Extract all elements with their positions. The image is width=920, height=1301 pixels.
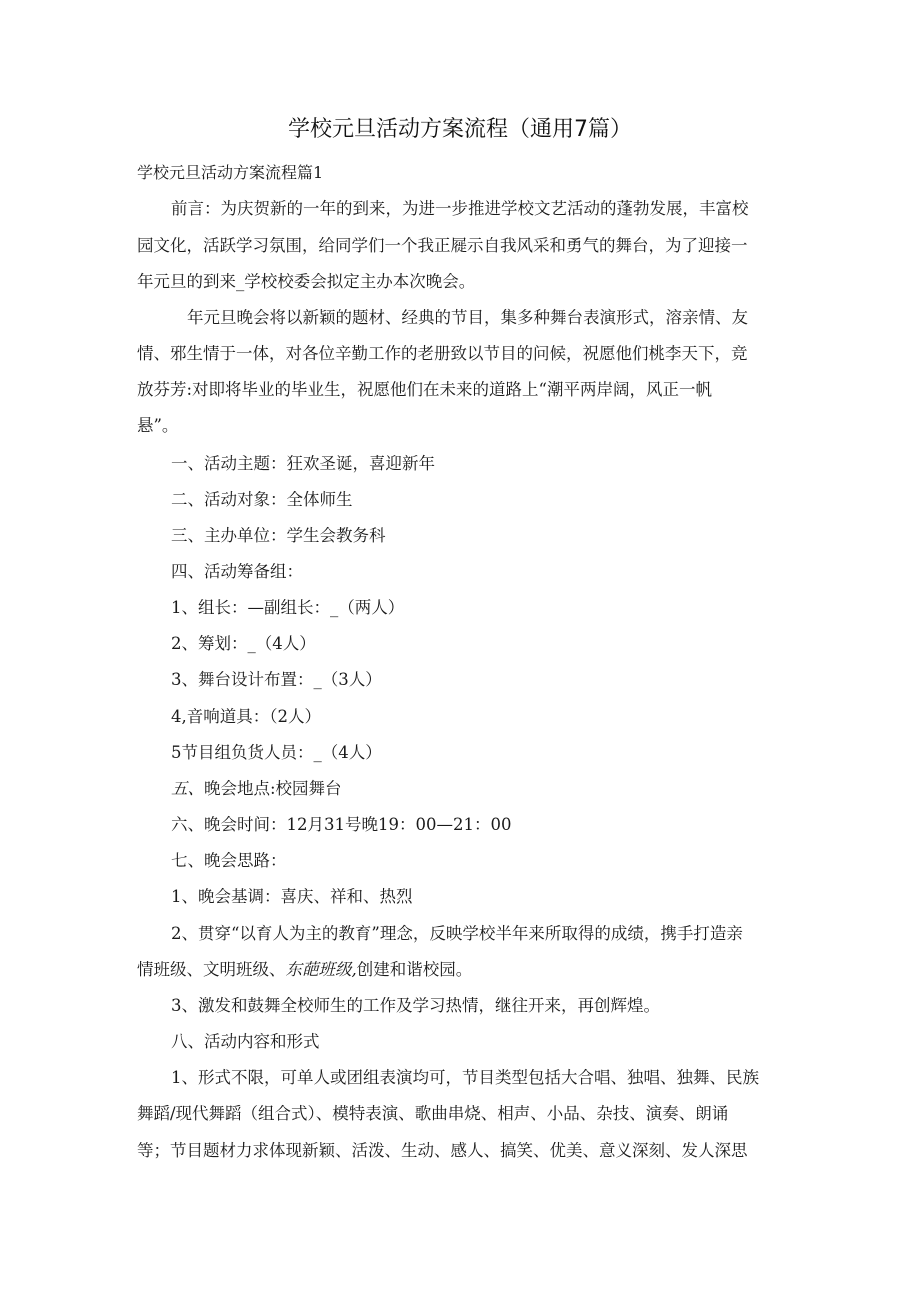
item-content: 八、活动内容和形式	[171, 1032, 320, 1051]
committee-item-3: 3、舞台设计布置：_（3人）	[171, 670, 382, 689]
preface-line-1: 前言：为庆贺新的一年的到来，为进一步推进学校文艺活动的蓬勃发展，丰富校	[171, 199, 749, 218]
item-organizer: 三、主办单位：学生会教务科	[171, 526, 386, 545]
intro-line-3: 放芬芳:对即将毕业的毕业生，祝愿他们在未来的道路上“潮平两岸阔，风正一帆	[137, 380, 712, 399]
document-title: 学校元旦活动方案流程（通用7篇）	[288, 117, 632, 142]
committee-item-4: 4,音响道具：（2人）	[171, 707, 321, 726]
idea-item-2-line-1: 2、贯穿“以育人为主的教育”理念，反映学校半年来所取得的成绩，携手打造亲	[171, 924, 743, 943]
item-committee: 四、活动筹备组：	[171, 562, 303, 581]
idea-item-2-part-c: 创建和谐校园。	[356, 960, 473, 979]
idea-item-2-part-b: 东葩班级,	[285, 960, 357, 979]
intro-line-2: 情、邪生情于一体，对各位辛勤工作的老册致以节目的问候，祝愿他们桃李天下，竞	[137, 344, 748, 363]
content-item-1-line-2: 舞蹈/现代舞蹈（组合式）、模特表演、歌曲串烧、相声、小品、杂技、演奏、朗诵	[137, 1104, 729, 1123]
item-venue-prefix: 五、	[171, 779, 204, 798]
committee-item-5: 5节目组负货人员：_（4人）	[171, 743, 382, 762]
item-theme: 一、活动主题：狂欢圣诞，喜迎新年	[171, 454, 435, 473]
committee-item-1: 1、组长：—副组长：_（两人）	[171, 598, 405, 617]
idea-item-3: 3、激发和鼓舞全校师生的工作及学习热情，继往开来，再创辉煌。	[171, 996, 660, 1015]
preface-line-3: 年元旦的到来_学校校委会拟定主办本次晚会。	[137, 272, 476, 291]
item-time: 六、晚会时间：12月31号晚19：00—21：00	[171, 815, 512, 834]
content-item-1-line-3: 等；节目题材力求体现新颖、活泼、生动、感人、搞笑、优美、意义深刻、发人深思	[137, 1141, 748, 1160]
item-idea: 七、晚会思路：	[171, 851, 287, 870]
item-audience: 二、活动对象：全体师生	[171, 490, 353, 509]
committee-item-2: 2、筹划：_（4人）	[171, 634, 316, 653]
intro-line-4: 悬”。	[137, 416, 179, 435]
preface-line-2: 园文化，活跃学习氛围，给同学们一个我正屣示自我风采和勇气的舞台，为了迎接一	[137, 236, 748, 255]
content-item-1-line-1: 1、形式不限，可单人或团组表演均可，节目类型包括大合唱、独唱、独舞、民族	[171, 1068, 759, 1087]
section-subtitle: 学校元旦活动方案流程篇1	[137, 163, 324, 182]
idea-item-2-part-a: 情班级、文明班级、	[137, 960, 286, 979]
intro-line-1: 年元旦晚会将以新颖的题材、经典的节目，集多种舞台表演形式，溶亲情、友	[187, 308, 748, 327]
item-venue-text: 晚会地点:校园舞台	[204, 779, 342, 798]
item-venue	[171, 775, 342, 799]
idea-item-1: 1、晚会基调：喜庆、祥和、热烈	[171, 887, 413, 906]
idea-item-2-line-2	[137, 956, 472, 980]
